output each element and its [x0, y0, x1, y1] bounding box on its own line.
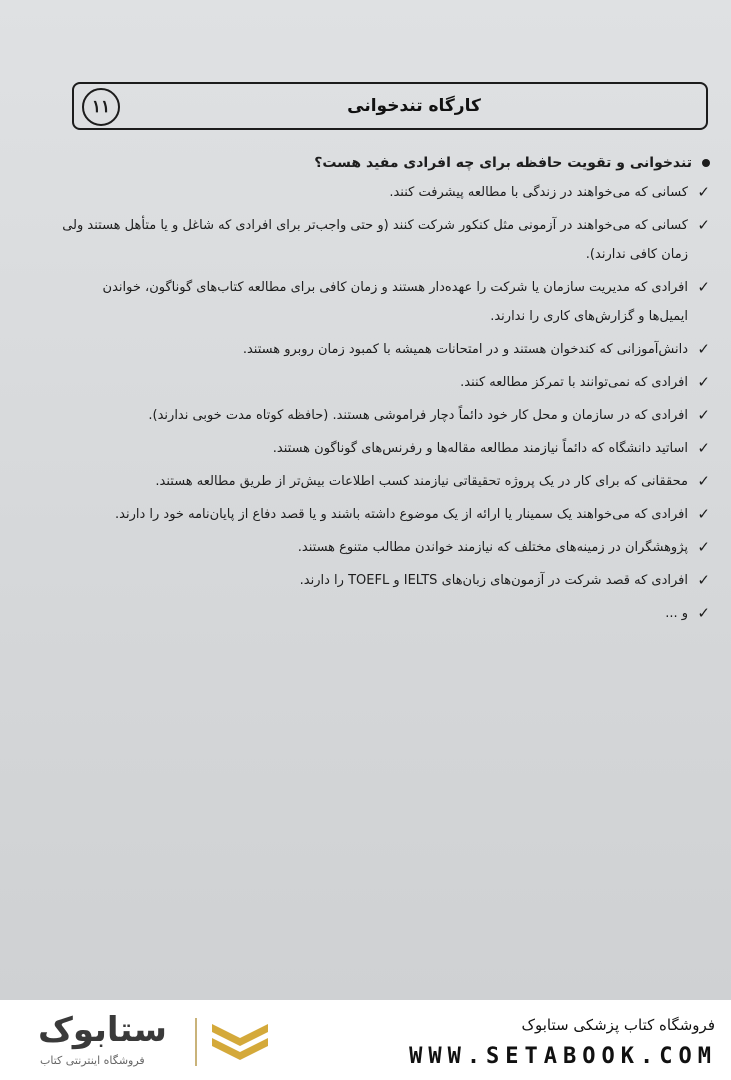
list-item-text: دانش‌آموزانی که کندخوان هستند و در امتحانات همیشه با کمبود زمان روبرو هستند. [242, 342, 688, 357]
checkmark-icon: ✓ [697, 538, 710, 556]
list-item-text: و ... [665, 606, 688, 621]
shop-name: فروشگاه کتاب پزشکی ستابوک [521, 1016, 715, 1034]
list-item [62, 178, 712, 207]
list-item-text: پژوهشگران در زمینه‌های مختلف که نیازمند خواندن مطالب متنوع هستند. [297, 540, 688, 555]
list-item [62, 401, 712, 430]
checkmark-icon: ✓ [697, 216, 710, 234]
list-item [62, 500, 712, 529]
logo-tagline: فروشگاه اینترنتی کتاب [40, 1054, 145, 1067]
list-item-text: افرادی که مدیریت سازمان یا شرکت را عهده‌دار هستند و زمان کافی برای مطالعه کتاب‌های گوناگون، خواندن ایمیل‌ها و گزارش‌های کاری را ندارند. [102, 280, 688, 324]
chapter-header [72, 82, 708, 130]
list-item-text: افرادی که قصد شرکت در آزمون‌های زبان‌های IELTS و TOEFL را دارند. [299, 573, 688, 588]
list-item [62, 566, 712, 595]
list-item [62, 211, 712, 269]
checkmark-icon: ✓ [697, 604, 710, 622]
list-item-text: محققانی که برای کار در یک پروژه تحقیقاتی نیازمند کسب اطلاعات بیش‌تر از طریق مطالعه هستند. [155, 474, 688, 489]
logo-divider [195, 1018, 197, 1066]
list-item [62, 599, 712, 628]
list-item-text: کسانی که می‌خواهند در زندگی با مطالعه پیشرفت کنند. [389, 185, 688, 200]
checkmark-icon: ✓ [697, 472, 710, 490]
checkmark-icon: ✓ [697, 571, 710, 589]
list-item [62, 368, 712, 397]
list-item [62, 467, 712, 496]
list-item [62, 533, 712, 562]
checkmark-icon: ✓ [697, 340, 710, 358]
watermark-footer [0, 1000, 731, 1080]
checkmark-icon: ✓ [697, 278, 710, 296]
list-item [62, 434, 712, 463]
list-item [62, 335, 712, 364]
checkmark-icon: ✓ [697, 183, 710, 201]
list-item [62, 273, 712, 331]
list-item-text: اساتید دانشگاه که دائماً نیازمند مطالعه مقاله‌ها و رفرنس‌های گوناگون هستند. [272, 441, 688, 456]
list-item-text: افرادی که در سازمان و محل کار خود دائماً دچار فراموشی هستند. (حافظه کوتاه مدت خوبی ندارند). [148, 408, 688, 423]
checkmark-icon: ✓ [697, 505, 710, 523]
audience-list [62, 178, 712, 628]
list-item-text: کسانی که می‌خواهند در آزمونی مثل کنکور شرکت کنند (و حتی واجب‌تر برای افرادی که شاغل و یا متأهل هستند ولی زمان کافی ندارند). [62, 218, 688, 262]
checkmark-icon: ✓ [697, 439, 710, 457]
page-content [62, 150, 712, 632]
list-item-text: افرادی که نمی‌توانند با تمرکز مطالعه کنند. [460, 375, 688, 390]
chevron-stack-logo-icon [210, 1020, 270, 1066]
section-question [62, 150, 712, 176]
checkmark-icon: ✓ [697, 373, 710, 391]
shop-url[interactable]: WWW.SETABOOK.COM [409, 1044, 717, 1069]
page-number: ۱۱ [82, 88, 120, 126]
logo-wordmark: ستابوک [38, 1010, 167, 1050]
chapter-title: کارگاه تندخوانی [347, 96, 481, 116]
list-item-text: افرادی که می‌خواهند یک سمینار یا ارائه از یک موضوع داشته باشند و یا قصد دفاع از پایان‌نامه خود را دارند. [115, 507, 688, 522]
checkmark-icon: ✓ [697, 406, 710, 424]
bullet-dot-icon [702, 159, 710, 167]
question-text: تندخوانی و تقویت حافظه برای چه افرادی مفید هست؟ [314, 155, 692, 171]
